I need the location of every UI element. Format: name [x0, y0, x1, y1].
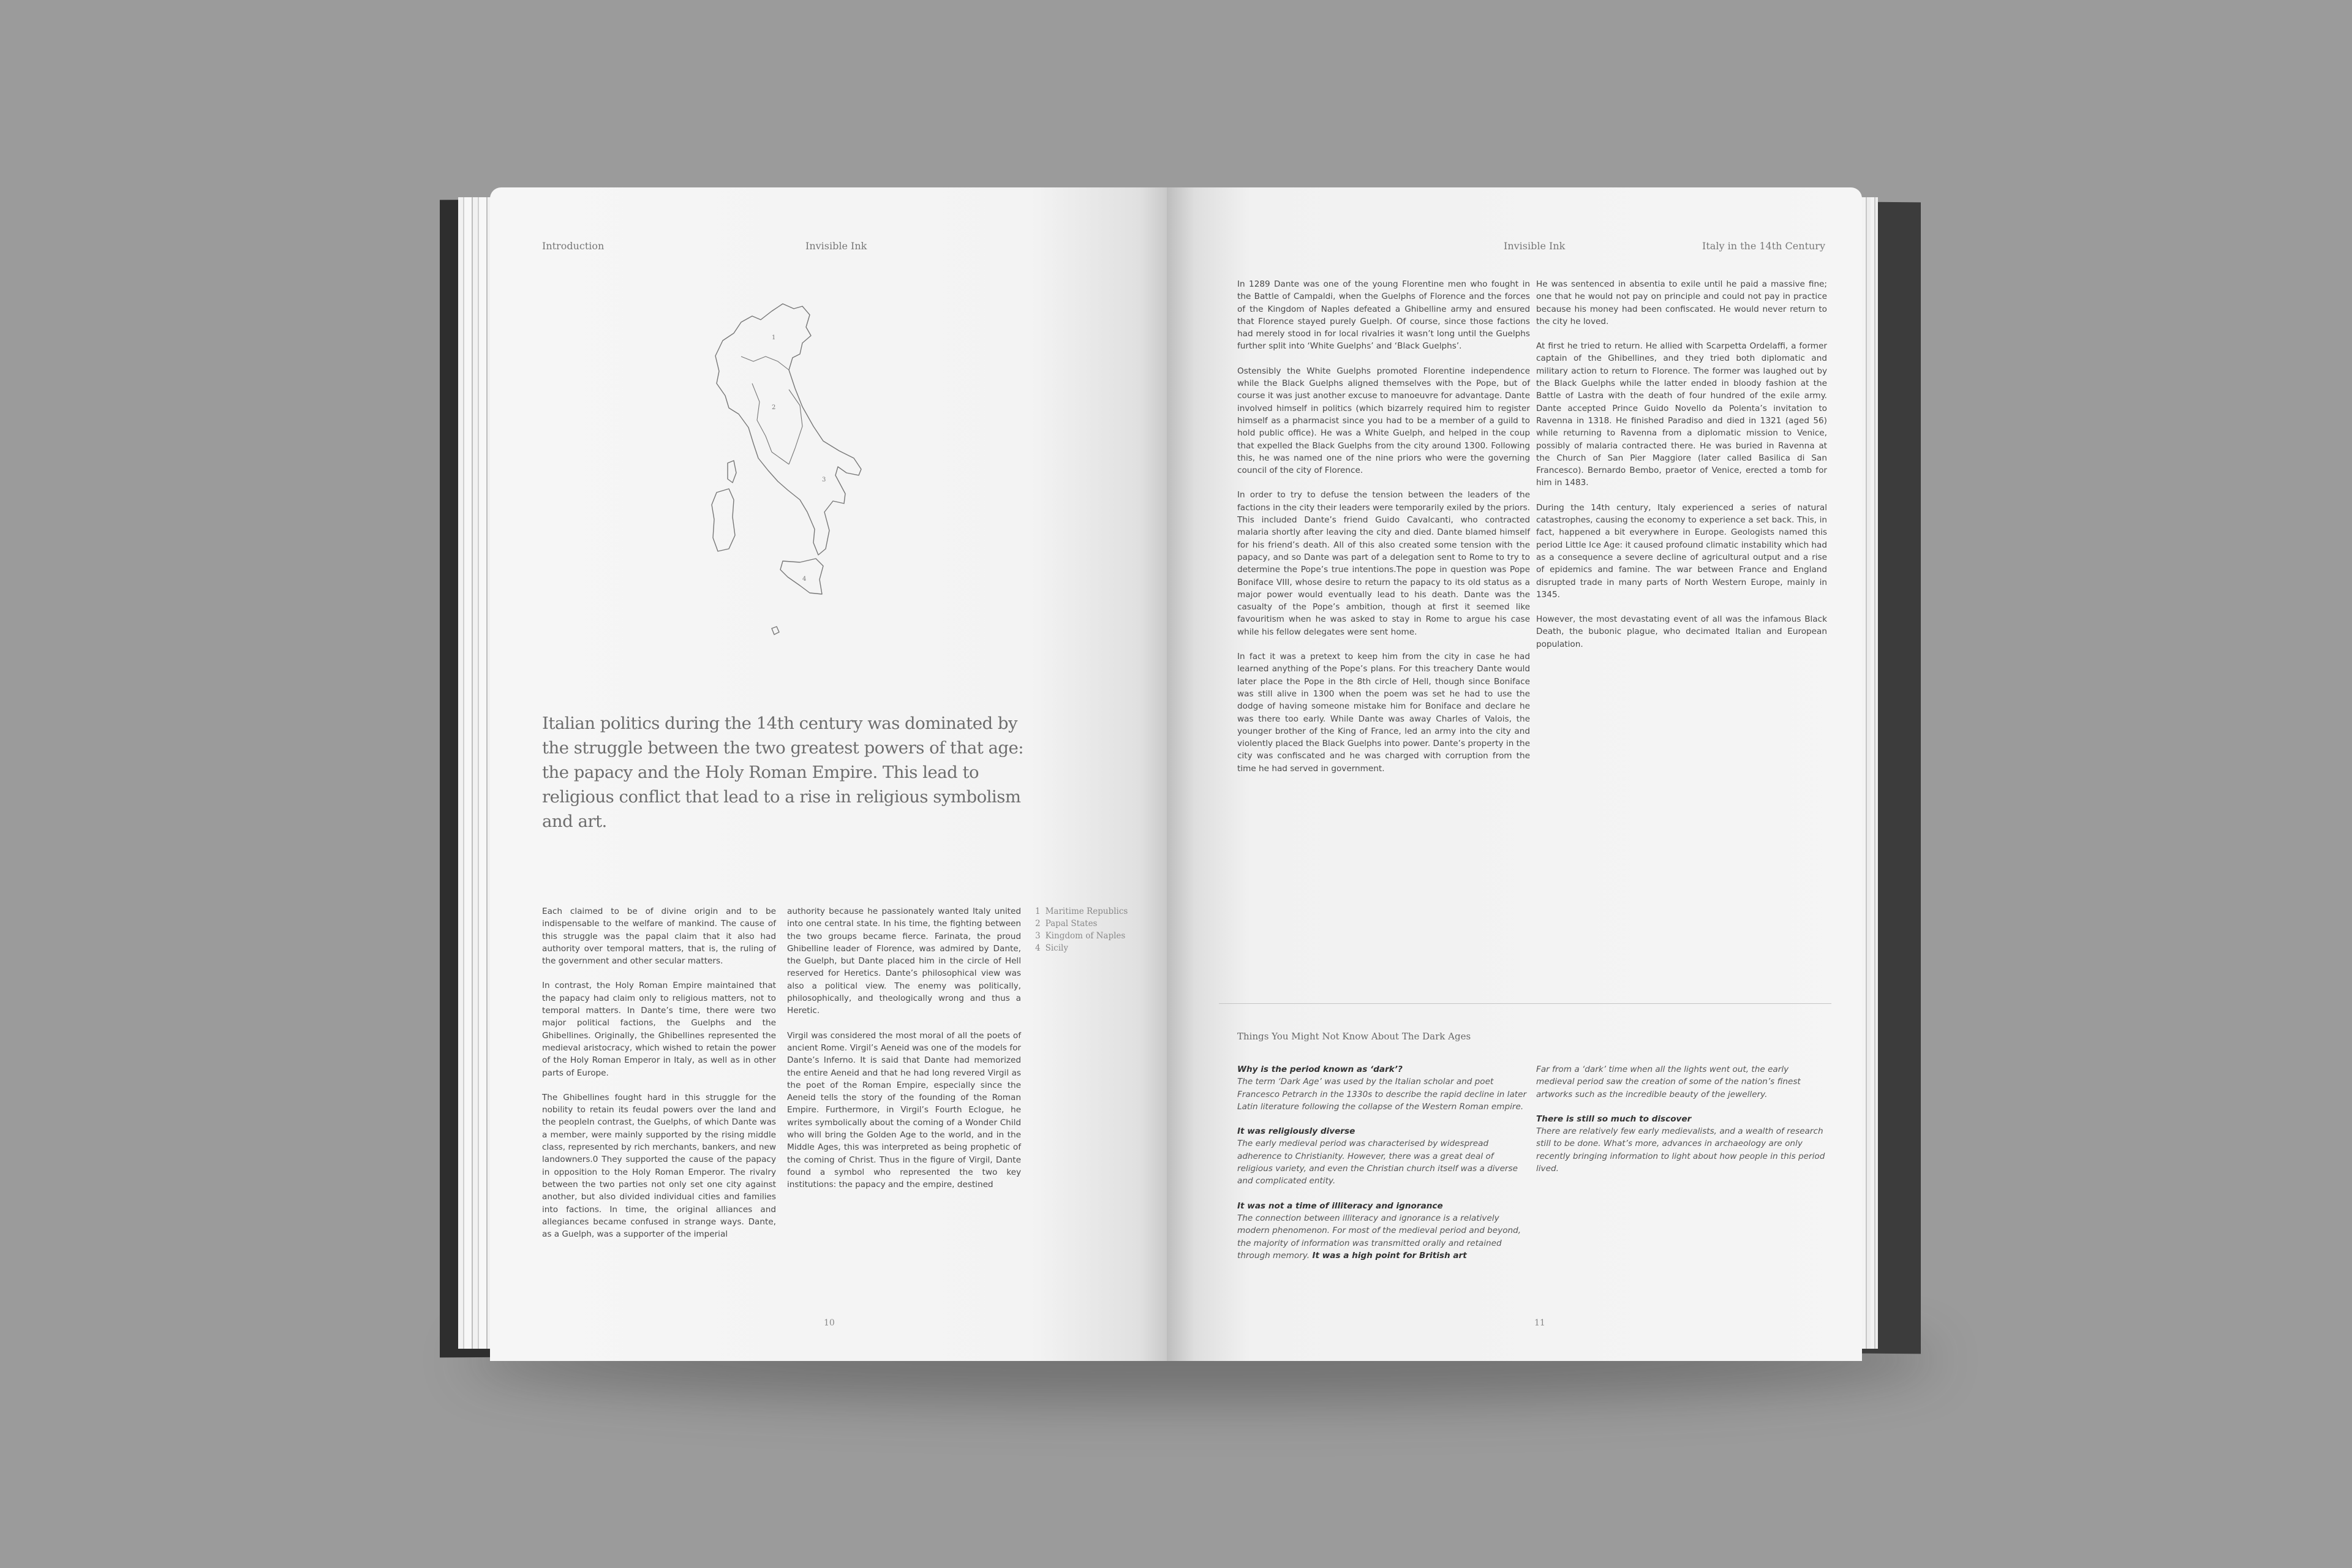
qa-answer: The early medieval period was characterised by widespread adherence to Christianity. However, there was a great deal of religious variety, and even the Christian church itself was a diverse and complicated entity.	[1237, 1139, 1518, 1186]
paragraph: The Ghibellines fought hard in this struggle for the nobility to retain its feudal powers over the land and the peopleIn contrast, the Guelphs, of which Dante was a member, were mainly supported by the rising middle class, represented by rich merchants, bankers, and new landowners.0 They supported the cause of the papacy in opposition to the Holy Roman Emperor. The rivalry between the two parties not only set one city against another, but also divided individual cities and families into factions. In time, the original alliances and allegiances became confused in strange ways. Dante, as a Guelph, was a supporter of the imperial	[542, 1092, 776, 1240]
sidebar-title: Things You Might Not Know About The Dark Ages	[1237, 1031, 1471, 1042]
region-border-naples	[772, 452, 789, 464]
qa-item	[1237, 1200, 1530, 1262]
paragraph: In contrast, the Holy Roman Empire maintained that the papacy had claim only to religious matters, not to temporal matters. In Dante’s time, there were two major political factions, the Guelphs and the Ghibellines. Originally, the Ghibellines represented the medieval aristocracy, which wished to retain the power of the Holy Roman Emperor in Italy, as well as in other parts of Europe.	[542, 981, 776, 1078]
paragraph: In order to try to defuse the tension between the leaders of the factions in the city their leaders were temporarily exiled by the priors. This included Dante’s friend Guido Cavalcanti, who contracted malaria shortly after leaving the city and died. Dante blamed himself for his friend’s death. All of this also created some tension with the papacy, and so Dante was part of a delegation sent to Rome to try to determine the Pope’s true intentions.The pope in question was Pope Boniface VIII, whose desire to return the papacy to its old status as a major power would eventually lead to his death. Dante was the casualty of the Pope’s ambition, though at first it seemed like favouritism when he was asked to stay in Rome to argue his case while his fellow delegates were sent home.	[1237, 490, 1530, 637]
sidebar-column-2	[1536, 1063, 1827, 1187]
corsica-outline	[728, 461, 736, 483]
paragraph: In 1289 Dante was one of the young Florentine men who fought in the Battle of Campaldi, when the Guelphs of Florence and the forces of the Kingdom of Naples defeated a Ghibelline army and ensured that Florence stayed purely Guelph. Of course, since those factions had merely stood in for local rivalries it wasn’t long until the Guelphs further split into ‘White Guelphs’ and ‘Black Guelphs’.	[1237, 279, 1530, 352]
region-border-papal-west	[752, 383, 772, 452]
running-header-title: Invisible Ink	[805, 240, 867, 252]
legend-item: 4 Sicily	[1035, 943, 1068, 953]
region-border-north	[741, 356, 789, 370]
qa-item	[1536, 1063, 1827, 1101]
legend-item: 1 Maritime Republics	[1035, 907, 1128, 916]
qa-question: There is still so much to discover	[1536, 1114, 1692, 1124]
section-divider	[1219, 1003, 1831, 1004]
right-page	[1167, 187, 1862, 1361]
italy-mainland-outline	[715, 304, 861, 555]
paragraph: He was sentenced in absentia to exile until he paid a massive fine; one that he would not pay on principle and could not pay in practice because his money had been confiscated. He would never return to the city he loved.	[1536, 279, 1827, 326]
qa-item	[1536, 1113, 1827, 1175]
map-label-3: 3	[822, 477, 826, 483]
paragraph: Virgil was considered the most moral of all the poets of ancient Rome. Virgil’s Aeneid was one of the models for Dante’s Inferno. It is said that Dante had memorized the entire Aeneid and that he had long revered Virgil as the poet of the Roman Empire, especially since the Aeneid tells the story of the founding of the Roman Empire. Furthermore, in Virgil’s Fourth Eclogue, he writes symbolically about the coming of a Wonder Child who will bring the Golden Age to the world, and in the Middle Ages, this was interpreted as being prophetic of the coming of Christ. Thus in the figure of Virgil, Dante found a symbol who represented the two key institutions: the papacy and the empire, destined	[787, 1030, 1021, 1190]
lead-paragraph: Italian politics during the 14th century was dominated by the struggle between the two greatest powers of that age: the papacy and the Holy Roman Empire. This lead to religious conflict that lead to a rise in religious symbolism and art.	[542, 714, 1024, 831]
running-header-section: Introduction	[542, 240, 605, 252]
sicily-outline	[780, 559, 823, 594]
qa-question: Why is the period known as ‘dark’?	[1237, 1065, 1403, 1074]
qa-item	[1237, 1063, 1530, 1113]
map-label-2: 2	[772, 404, 776, 411]
map-label-4: 4	[802, 576, 807, 582]
right-column-2	[1536, 278, 1827, 663]
italy-map-illustration	[680, 298, 864, 641]
qa-answer: The term ‘Dark Age’ was used by the Italian scholar and poet Francesco Petrarch in the 1330s to describe the rapid decline in later Latin literature following the collapse of the Western Roman empire.	[1237, 1077, 1527, 1112]
paragraph: In fact it was a pretext to keep him from the city in case he had learned anything of the Pope’s plans. For this treachery Dante would later place the Pope in the 8th circle of Hell, though since Boniface was still alive in 1300 when the poem was set he had to use the dodge of having someone mistake him for Boniface and declare he was there too early. While Dante was away Charles of Valois, the younger brother of the King of France, led an army into the city and violently placed the Black Guelphs into power. Dante’s property in the city was confiscated and he was charged with corruption from the time he had served in government.	[1237, 652, 1530, 774]
paragraph: However, the most devastating event of all was the infamous Black Death, the bubonic plague, who decimated Italian and European population.	[1536, 614, 1827, 649]
running-header-chapter: Italy in the 14th Century	[1702, 240, 1825, 252]
qa-question-inline: It was a high point for British art	[1312, 1250, 1467, 1261]
left-column-1	[542, 905, 776, 1253]
legend-item: 2 Papal States	[1035, 919, 1098, 929]
qa-answer: There are relatively few early medievalists, and a wealth of research still to be done. What’s more, advances in archaeology are only recently bringing information to light about how people in this period lived.	[1536, 1126, 1825, 1174]
page-number: 11	[1534, 1318, 1545, 1328]
sidebar-column-1	[1237, 1063, 1530, 1274]
paragraph: Ostensibly the White Guelphs promoted Florentine independence while the Black Guelphs aligned themselves with the Pope, but of course it was just another excuse to manoeuvre for advantage. Dante involved himself in politics (which bizarrely required him to register himself as a pharmacist since you had to be a member of a guild to hold public office). He was a White Guelph, and helped in the coup that expelled the Black Guelphs from the city around 1300. Following this, he was named one of the nine priors who were the governing council of the city of Florence.	[1237, 366, 1530, 476]
legend-item: 3 Kingdom of Naples	[1035, 931, 1126, 941]
qa-question: It was not a time of illiteracy and ignorance	[1237, 1200, 1443, 1211]
qa-item	[1237, 1125, 1530, 1187]
page-number: 10	[824, 1318, 835, 1328]
paragraph: During the 14th century, Italy experienced a series of natural catastrophes, causing the economy to experience a set back. This, in fact, happened a bit everywhere in Europe. Geologists named this period Little Ice Age: it caused profound climatic instability which had as a consequence a severe decline of agricultural output and a rise of epidemics and famine. The war between France and England disrupted trade in many parts of North Western Europe, mainly in 1345.	[1536, 502, 1828, 600]
sardinia-outline	[712, 489, 735, 551]
paragraph: authority because he passionately wanted Italy united into one central state. In his time, the fighting between the two groups became fierce. Farinata, the proud Ghibelline leader of Florence, was admired by Dante, the Guelph, but Dante placed him in the circle of Hell reserved for Heretics. Dante’s philosophical view was also a political view. The enemy was politically, philosophically, and theologically wrong and thus a Heretic.	[787, 907, 1021, 1016]
left-page	[490, 187, 1167, 1361]
page-edges-left	[458, 197, 495, 1349]
elba-island-outline	[772, 627, 779, 635]
map-label-1: 1	[772, 334, 776, 341]
map-legend	[1035, 905, 1139, 954]
qa-answer: Far from a ‘dark’ time when all the lights went out, the early medieval period saw the creation of some of the nation’s finest artworks such as the incredible beauty of the jewellery.	[1536, 1065, 1801, 1099]
paragraph: At first he tried to return. He allied with Scarpetta Ordelaffi, a former captain of the Ghibellines, and they tried both diplomatic and military action to return to Florence. The former was laughed out by the Black Guelphs while the latter ended in bloody fashion at the Battle of Lastra with the death of four hundred of the exile army. Dante accepted Prince Guido Novello da Polenta’s invitation to Ravenna in 1318. He finished Paradiso and died in 1321 (aged 56) while returning to Ravenna from a diplomatic mission to Venice, possibly of malaria contracted there. He was buried in Ravenna at the Church of San Pier Maggiore (later called Basilica di San Francesco). Bernardo Bembo, praetor of Venice, erected a tomb for him in 1483.	[1536, 341, 1827, 488]
paragraph: Each claimed to be of divine origin and to be indispensable to the welfare of mankind. The cause of this struggle was the papal claim that it also had authority over temporal matters, that is, the ruling of the government and other secular matters.	[542, 907, 776, 967]
right-column-1	[1237, 278, 1530, 787]
left-column-2	[787, 905, 1021, 1204]
qa-answer: The connection between illiteracy and ignorance is a relatively modern phenomenon. For most of the medieval period and beyond, the majority of information was transmitted orally and retained through memory. It was a high point for British art	[1237, 1213, 1521, 1261]
qa-question: It was religiously diverse	[1237, 1126, 1355, 1137]
running-header-title: Invisible Ink	[1504, 240, 1566, 252]
